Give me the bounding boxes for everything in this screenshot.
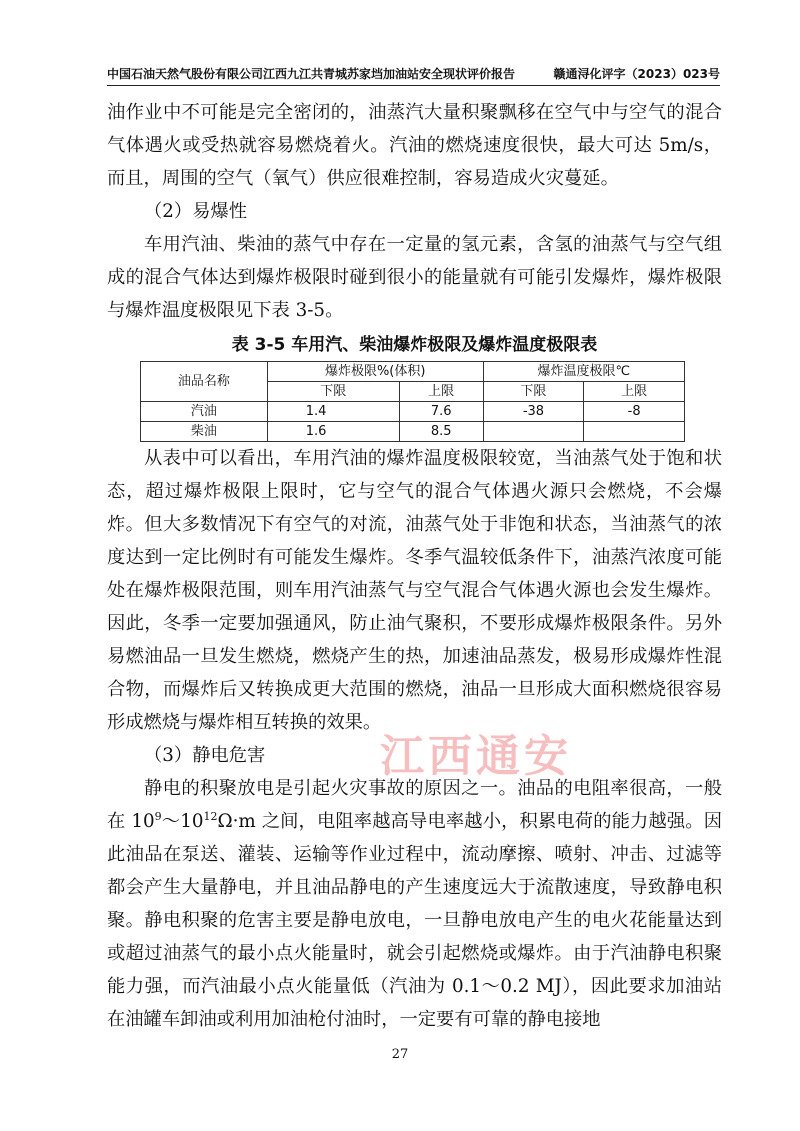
cell-explosion-upper: 8.5 [399,422,483,442]
header-report-number: 赣通浔化评字（2023）023号 [553,67,720,81]
paragraph-table-analysis: 从表中可以看出，车用汽油的爆炸温度极限较宽，当油蒸气处于饱和状态，超过爆炸极限上限时，它与空气的混合气体遇火源只会燃烧，不会爆炸。但大多数情况下有空气的对流，油蒸气处于非饱和状态，当油蒸气的浓度达到一定比例时有可能发生爆炸。冬季气温较低条件下，油蒸汽浓度可能处在爆炸极限范围，则车用汽油蒸气与空气混合气体遇火源也会发生爆炸。因此，冬季一定要加强通风，防止油气聚积，不要形成爆炸极限条件。另外易燃油品一旦发生燃烧，燃烧产生的热，加速油品蒸发，极易形成爆炸性混合物，而爆炸后又转换成更大范围的燃烧，油品一旦形成大面积燃烧很容易形成燃烧与爆炸相互转换的效果。 [107,448,722,733]
static-text-part-1: 静电的积聚放电是引起火灾事故的原因之一。油品的电阻率很高，一般在 10 [107,778,722,832]
header-lower: 下限 [267,382,399,402]
header-report-title: 中国石油天然气股份有限公司江西九江共青城苏家垱加油站安全现状评价报告 [107,67,516,81]
table-title: 表 3-5 车用汽、柴油爆炸极限及爆炸温度极限表 [231,335,598,355]
cell-temperature-upper [584,422,685,442]
cell-oil-name: 汽油 [141,402,268,422]
paragraph-flammability-continued: 油作业中不可能是完全密闭的，油蒸汽大量积聚飘移在空气中与空气的混合气体遇火或受热就容易燃烧着火。汽油的燃烧速度很快，最大可达 5m/s，而且，周围的空气（氧气）供应很难控制，容易造成火灾蔓延。 [107,102,722,189]
static-text-part-3: Ω·m 之间，电阻率越高导电率越小，积累电荷的能力越强。因此油品在泵送、灌装、运输等作业过程中，流动摩擦、喷射、冲击、过滤等都会产生大量静电，并且油品静电的产生速度远大于流散速度，导致静电积聚。静电积聚的危害主要是静电放电，一旦静电放电产生的电火花能量达到或超过油蒸气的最小点火能量时，就会引起燃烧或爆炸。由于汽油静电积聚能力强，而汽油最小点火能量低（汽油为 0.1～0.2 MJ），因此要求加油站在油罐车卸油或利用加油枪付油时，一定要有可靠的静电接地 [107,811,723,1030]
paragraph-explosiveness: 车用汽油、柴油的蒸气中存在一定量的氢元素，含氢的油蒸气与空气组成的混合气体达到爆炸极限时碰到很小的能量就有可能引发爆炸，爆炸极限与爆炸温度极限见下表 3-5。 [107,234,722,321]
watermark-text: 江西通安 [380,731,572,782]
table-header-row [141,362,685,382]
header-upper: 上限 [584,382,685,402]
explosion-limits-table [140,361,685,442]
static-text-part-2: ～10 [161,811,204,832]
page-header [107,60,720,82]
exponent-12: 12 [203,809,218,823]
header-temperature-limit: 爆炸温度极限℃ [483,362,684,382]
subheading-static-electricity: （3）静电危害 [144,745,266,766]
cell-explosion-lower: 1.4 [267,402,399,422]
header-oil-name: 油品名称 [141,362,268,402]
cell-explosion-upper: 7.6 [399,402,483,422]
cell-temperature-lower [483,422,584,442]
exponent-9: 9 [154,809,162,823]
header-explosion-limit: 爆炸极限%(体积) [267,362,483,382]
cell-temperature-upper: -8 [584,402,685,422]
header-lower: 下限 [483,382,584,402]
cell-explosion-lower: 1.6 [267,422,399,442]
page-number: 27 [391,1047,409,1062]
page-body [107,96,722,1036]
header-upper: 上限 [399,382,483,402]
table-row [141,422,685,442]
header-divider [107,85,720,86]
cell-temperature-lower: -38 [483,402,584,422]
table-row [141,402,685,422]
subheading-explosiveness: （2）易爆性 [144,201,248,222]
cell-oil-name: 柴油 [141,422,268,442]
paragraph-static-electricity [107,772,722,1036]
